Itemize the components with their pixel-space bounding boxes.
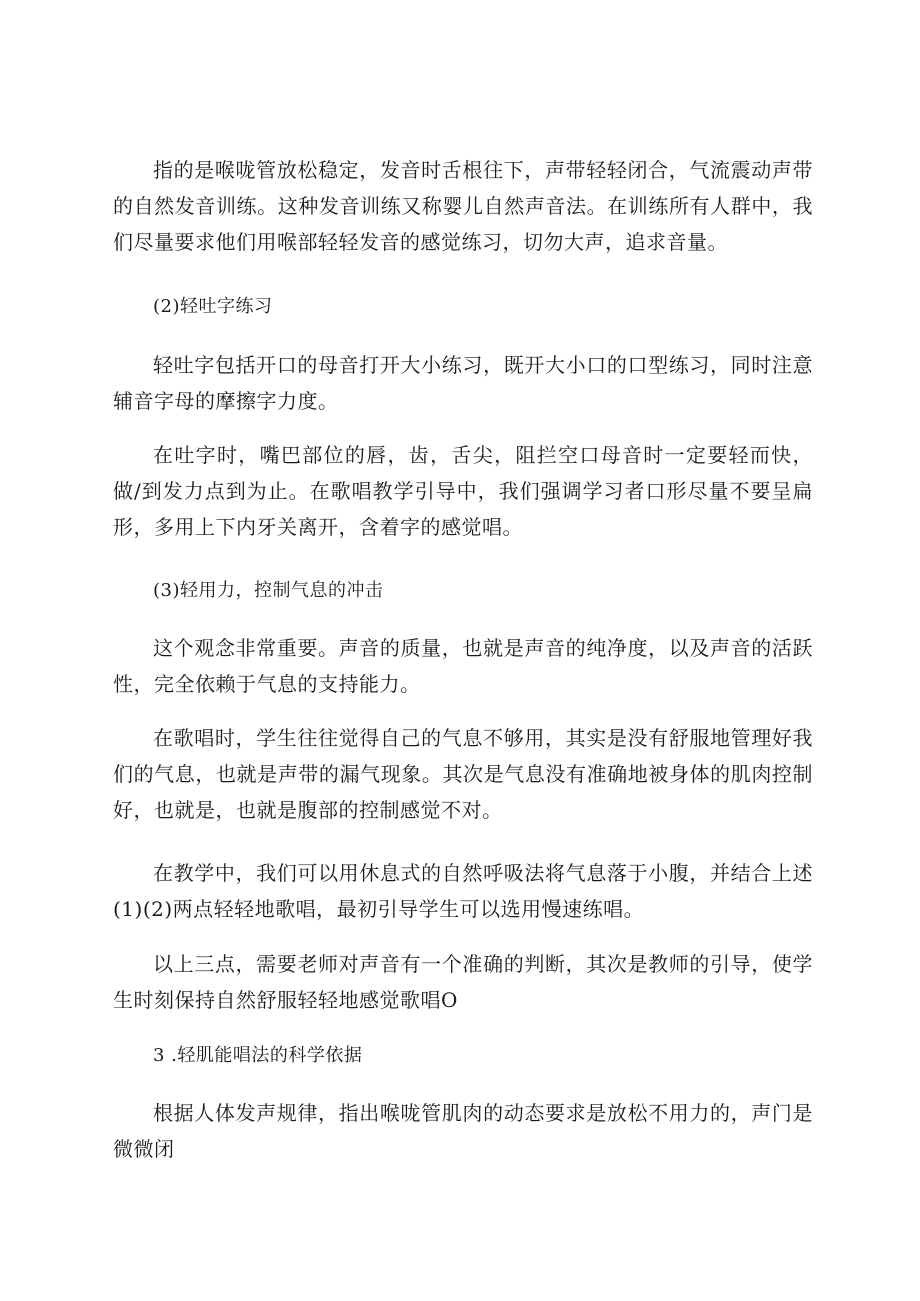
heading-scientific-basis: 3 .轻肌能唱法的科学依据 — [153, 1045, 363, 1066]
paragraph-breath-problem: 在歌唱时，学生往往觉得自己的气息不够用，其实是没有舒服地管理好我们的气息，也就是声带的漏气现象。其次是气息没有准确地被身体的肌肉控制好，也就是，也就是腹部的控制感觉不对。 — [113, 726, 813, 822]
paragraph-articulation-detail: 在吐字时，嘴巴部位的唇，齿，舌尖，阻拦空口母音时一定要轻而快，做/到发力点到为止。在歌唱教学引导中，我们强调学习者口形尽量不要呈扁形，多用上下内牙关离开，含着字的感觉唱。 — [113, 443, 813, 539]
paragraph-larynx-relax: 指的是喉咙管放松稳定，发音时舌根往下，声带轻轻闭合，气流震动声带的自然发音训练。这种发音训练又称婴儿自然声音法。在训练所有人群中，我们尽量要求他们用喉部轻轻发音的感觉练习，切勿大声，追求音量。 — [113, 158, 813, 254]
heading-light-articulation: (2)轻吐字练习 — [153, 296, 273, 317]
paragraph-scientific-basis: 根据人体发声规律，指出喉咙管肌肉的动态要求是放松不用力的，声门是微微闭 — [113, 1101, 813, 1161]
paragraph-breath-importance: 这个观念非常重要。声音的质量，也就是声音的纯净度，以及声音的活跃性，完全依赖于气息的支持能力。 — [113, 636, 813, 696]
heading-breath-control: (3)轻用力，控制气息的冲击 — [153, 580, 384, 601]
paragraph-articulation-desc: 轻吐字包括开口的母音打开大小练习，既开大小口的口型练习，同时注意辅音字母的摩擦字力度。 — [113, 353, 813, 413]
paragraph-summary: 以上三点，需要老师对声音有一个准确的判断，其次是教师的引导，使学生时刻保持自然舒服轻轻地感觉歌唱O — [113, 952, 813, 1012]
paragraph-teaching-method: 在教学中，我们可以用休息式的自然呼吸法将气息落于小腹，并结合上述(1)(2)两点轻轻地歌唱，最初引导学生可以选用慢速练唱。 — [113, 861, 813, 921]
